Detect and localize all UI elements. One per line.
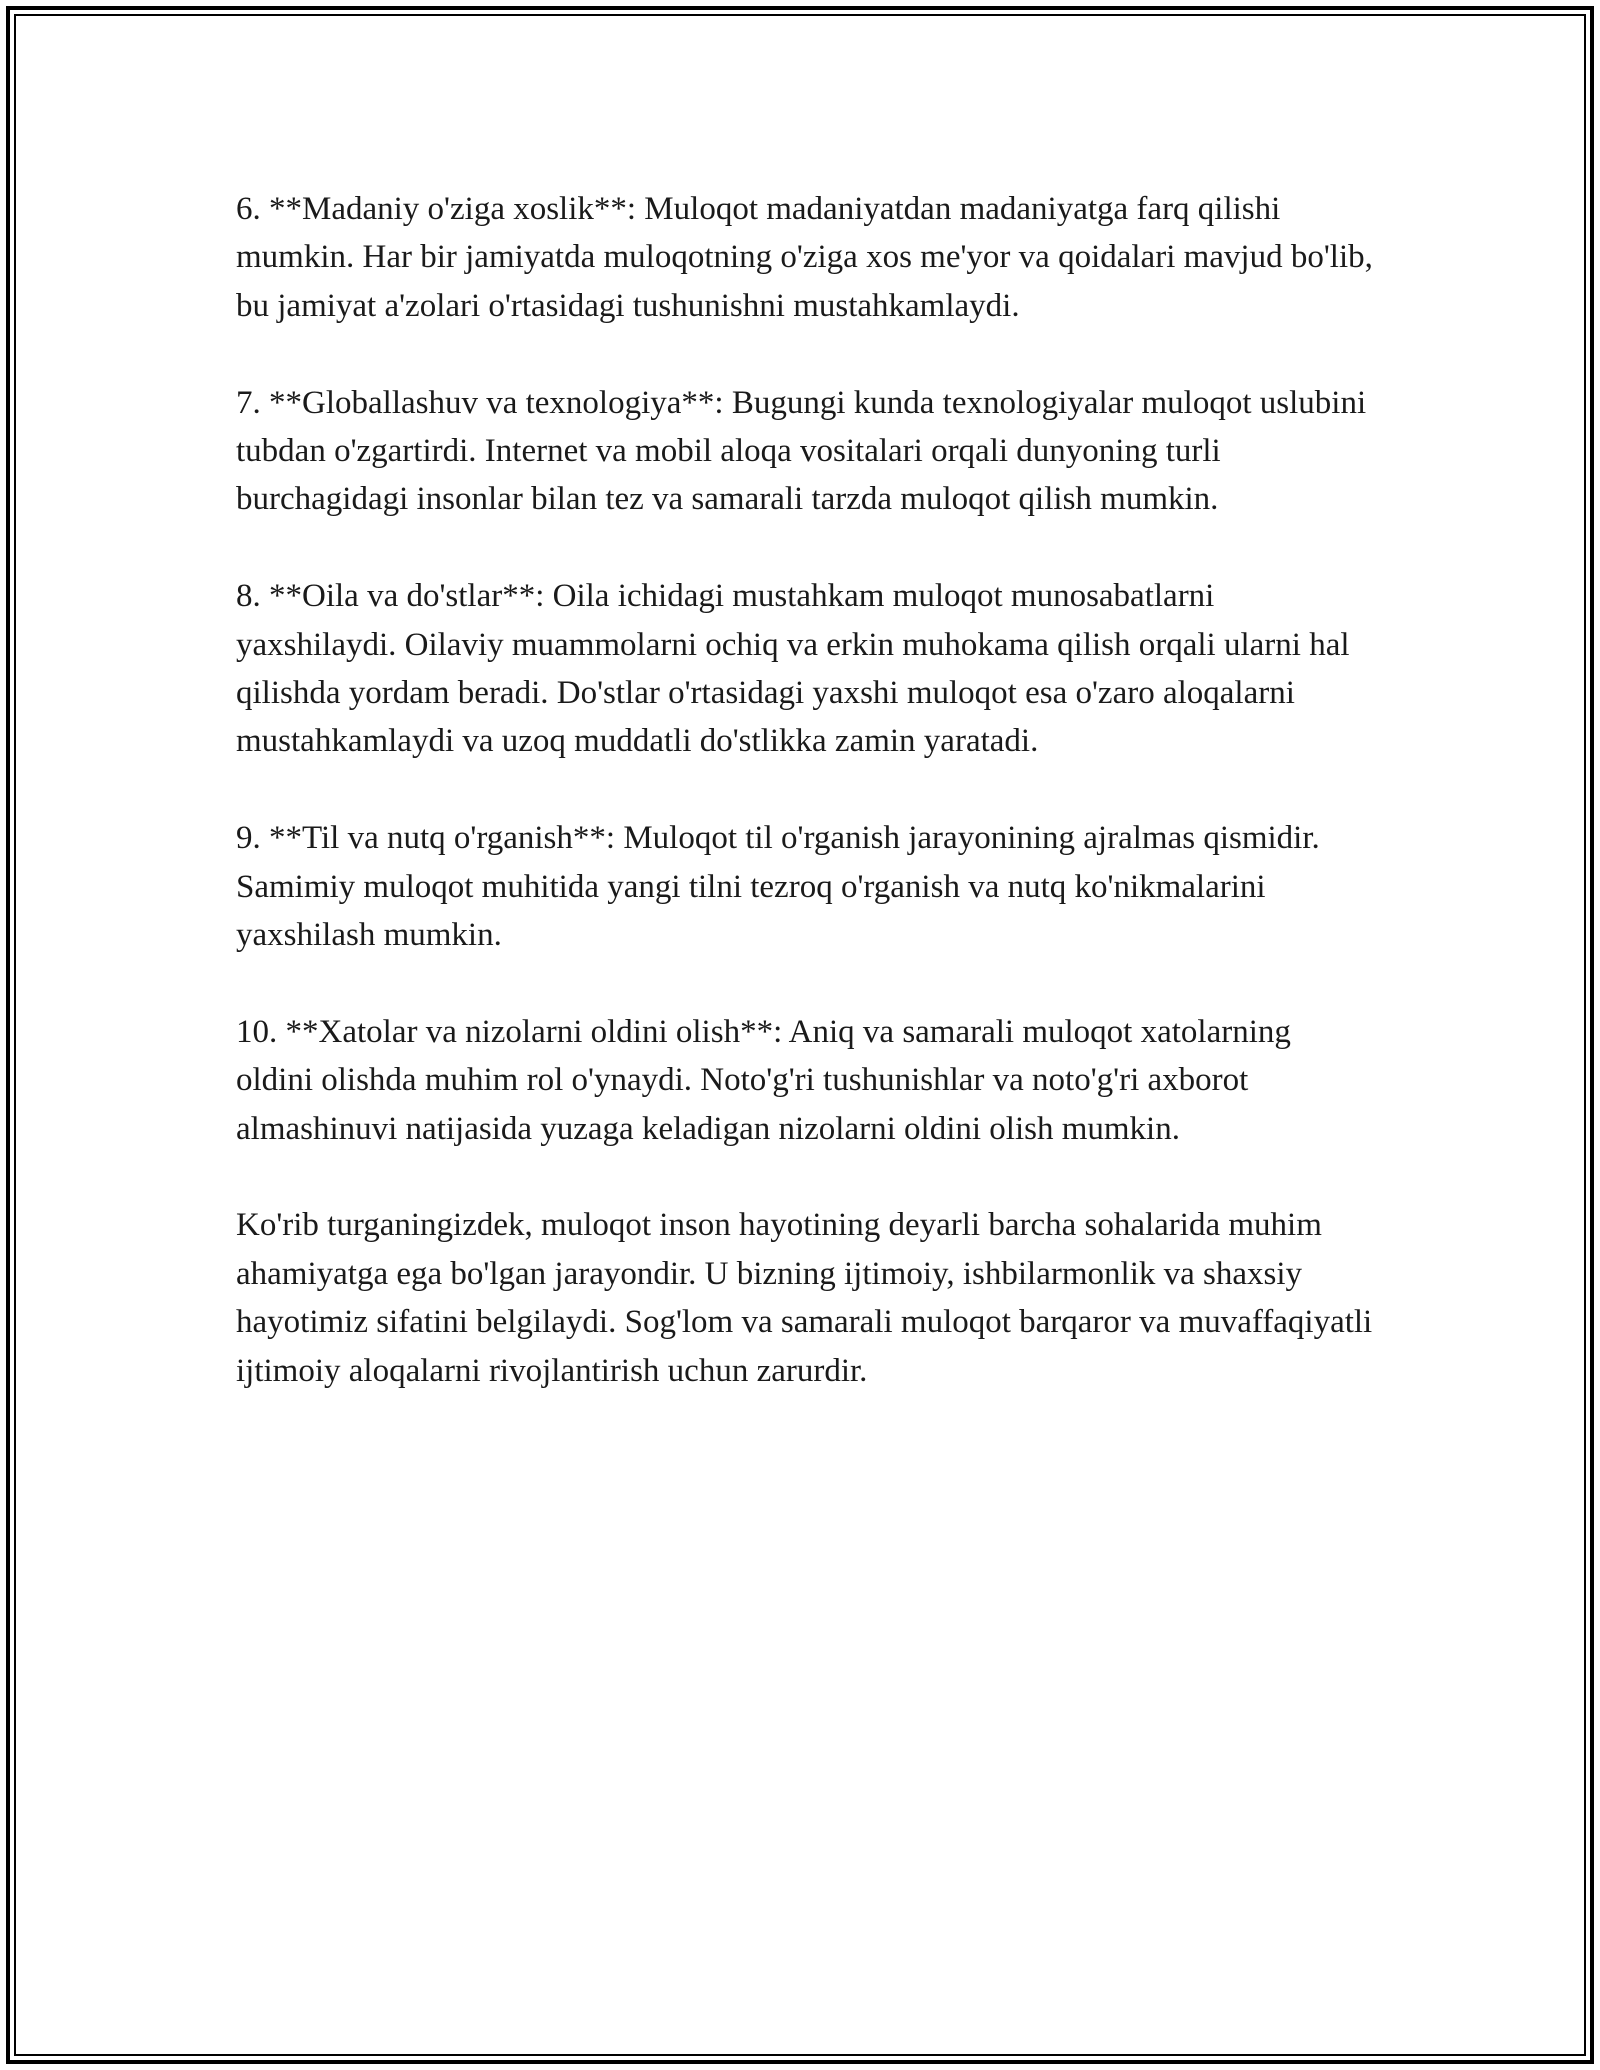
paragraph-item-8: 8. **Oila va do'stlar**: Oila ichidagi mustahkam muloqot munosabatlarni yaxshilaydi. Oilaviy muammolarni ochiq va erkin muhokama qilish orqali ularni hal qilishda yordam beradi. Do'stlar o'rtasidagi yaxshi muloqot esa o'zaro aloqalarni mustahkamlaydi va uzoq muddatli do'stlikka zamin yaratadi. bbox=[236, 578, 1350, 760]
paragraph-item-10: 10. **Xatolar va nizolarni oldini olish**: Aniq va samarali muloqot xatolarning oldini olishda muhim rol o'ynaydi. Noto'g'ri tushunishlar va noto'g'ri axborot almashinuvi natijasida yuzaga keladigan nizolarni oldini olish mumkin. bbox=[236, 1013, 1291, 1147]
paragraph-item-6: 6. **Madaniy o'ziga xoslik**: Muloqot madaniyatdan madaniyatga farq qilishi mumkin. Har bir jamiyatda muloqotning o'ziga xos me'yor va qoidalari mavjud bo'lib, bu jamiyat a'zolari o'rtasidagi tushunishni mustahkamlaydi. bbox=[236, 191, 1373, 324]
paragraph-item-9: 9. **Til va nutq o'rganish**: Muloqot til o'rganish jarayonining ajralmas qismidir. Samimiy muloqot muhitida yangi tilni tezroq o'rganish va nutq ko'nikmalarini yaxshilash mumkin. bbox=[236, 820, 1320, 954]
paragraph-conclusion: Ko'rib turganingizdek, muloqot inson hayotining deyarli barcha sohalarida muhim ahamiyatga ega bo'lgan jarayondir. U bizning ijtimoiy, ishbilarmonlik va shaxsiy hayotimiz sifatini belgilaydi. Sog'lom va samarali muloqot barqaror va muvaffaqiyatli ijtimoiy aloqalarni rivojlantirish uchun zarurdir. bbox=[236, 1207, 1373, 1389]
document-body bbox=[236, 185, 1376, 1443]
paragraph-item-7: 7. **Globallashuv va texnologiya**: Bugungi kunda texnologiyalar muloqot uslubini tubdan o'zgartirdi. Internet va mobil aloqa vositalari orqali dunyoning turli burchagidagi insonlar bilan tez va samarali tarzda muloqot qilish mumkin. bbox=[236, 384, 1367, 518]
